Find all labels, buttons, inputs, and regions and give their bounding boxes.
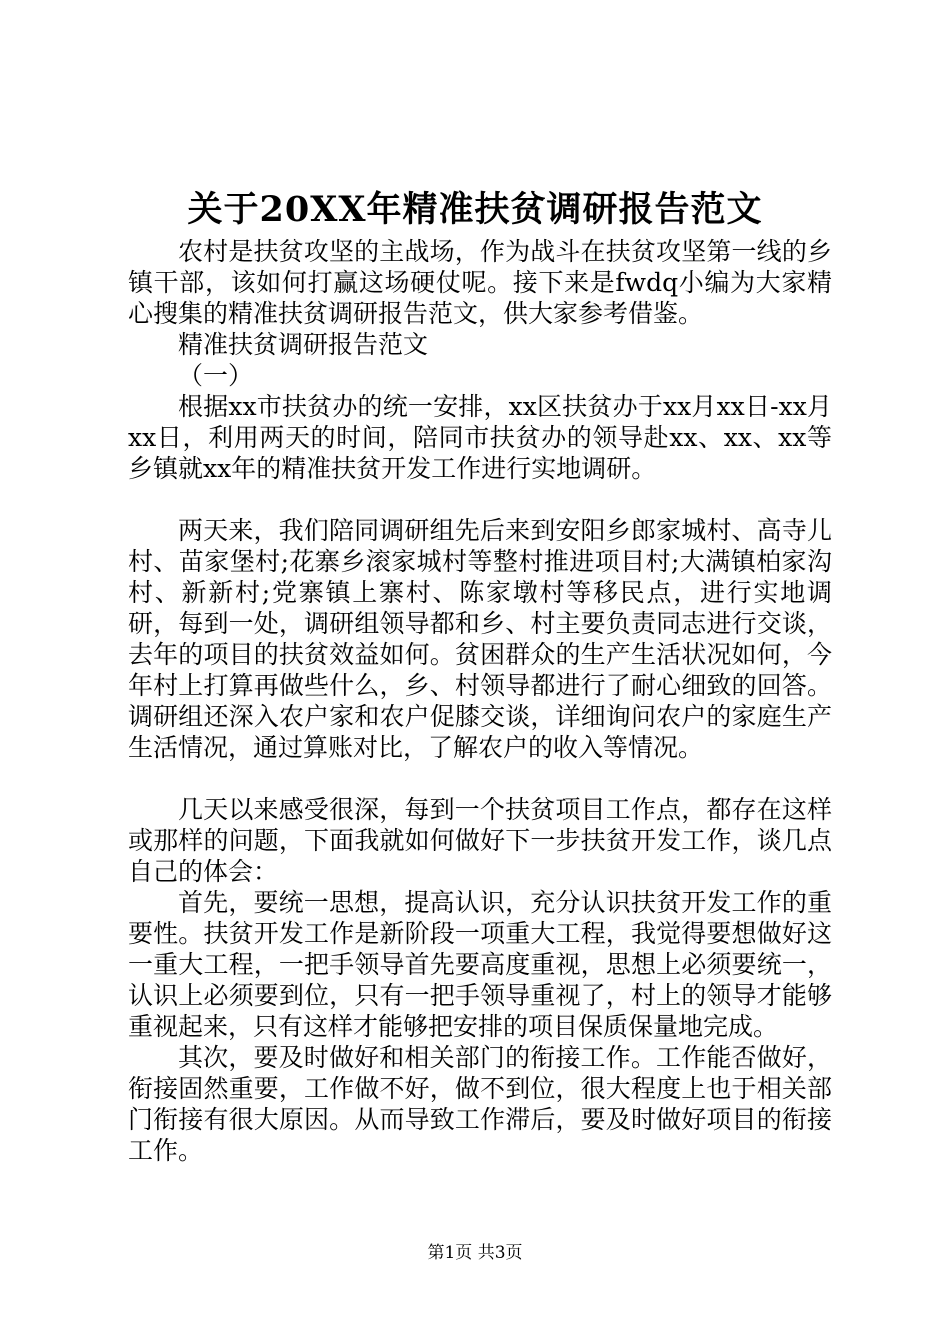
paragraph-background: 根据xx市扶贫办的统一安排，xx区扶贫办于xx月xx日-xx月xx日，利用两天的时间，陪同市扶贫办的领导赴xx、xx、xx等乡镇就xx年的精准扶贫开发工作进行实地调研。 — [128, 392, 832, 483]
paragraph-intro: 农村是扶贫攻坚的主战场，作为战斗在扶贫攻坚第一线的乡镇干部，该如何打赢这场硬仗呢。接下来是fwdq小编为大家精心搜集的精准扶贫调研报告范文，供大家参考借鉴。 — [128, 237, 832, 328]
paragraph-second-point: 其次，要及时做好和相关部门的衔接工作。工作能否做好，衔接固然重要，工作做不好，做不到位，很大程度上也于相关部门衔接有很大原因。从而导致工作滞后，要及时做好项目的衔接工作。 — [128, 1043, 832, 1165]
paragraph-section-number: （一） — [178, 361, 254, 390]
page-footer: 第1页 共3页 — [427, 1243, 523, 1263]
paragraph-subtitle: 精准扶贫调研报告范文 — [178, 330, 429, 359]
paragraph-reflection: 几天以来感受很深，每到一个扶贫项目工作点，都存在这样或那样的问题，下面我就如何做好下一步扶贫开发工作，谈几点自己的体会： — [128, 795, 832, 886]
document-title: 关于20XX年精准扶贫调研报告范文 — [187, 189, 763, 230]
paragraph-first-point: 首先，要统一思想，提高认识，充分认识扶贫开发工作的重要性。扶贫开发工作是新阶段一项重大工程，我觉得要想做好这一重大工程，一把手领导首先要高度重视，思想上必须要统一，认识上必须要到位，只有一把手领导重视了，村上的领导才能够重视起来，只有这样才能够把安排的项目保质保量地完成。 — [128, 888, 832, 1041]
paragraph-field-visit: 两天来，我们陪同调研组先后来到安阳乡郎家城村、高寺儿村、苗家堡村;花寨乡滚家城村等整村推进项目村;大满镇柏家沟村、新新村;党寨镇上寨村、陈家墩村等移民点，进行实地调研，每到一处，调研组领导都和乡、村主要负责同志进行交谈，去年的项目的扶贫效益如何。贫困群众的生产生活状况如何，今年村上打算再做些什么，乡、村领导都进行了耐心细致的回答。调研组还深入农户家和农户促膝交谈，详细询问农户的家庭生产生活情况，通过算账对比，了解农户的收入等情况。 — [128, 516, 832, 762]
document-body — [128, 236, 832, 1166]
